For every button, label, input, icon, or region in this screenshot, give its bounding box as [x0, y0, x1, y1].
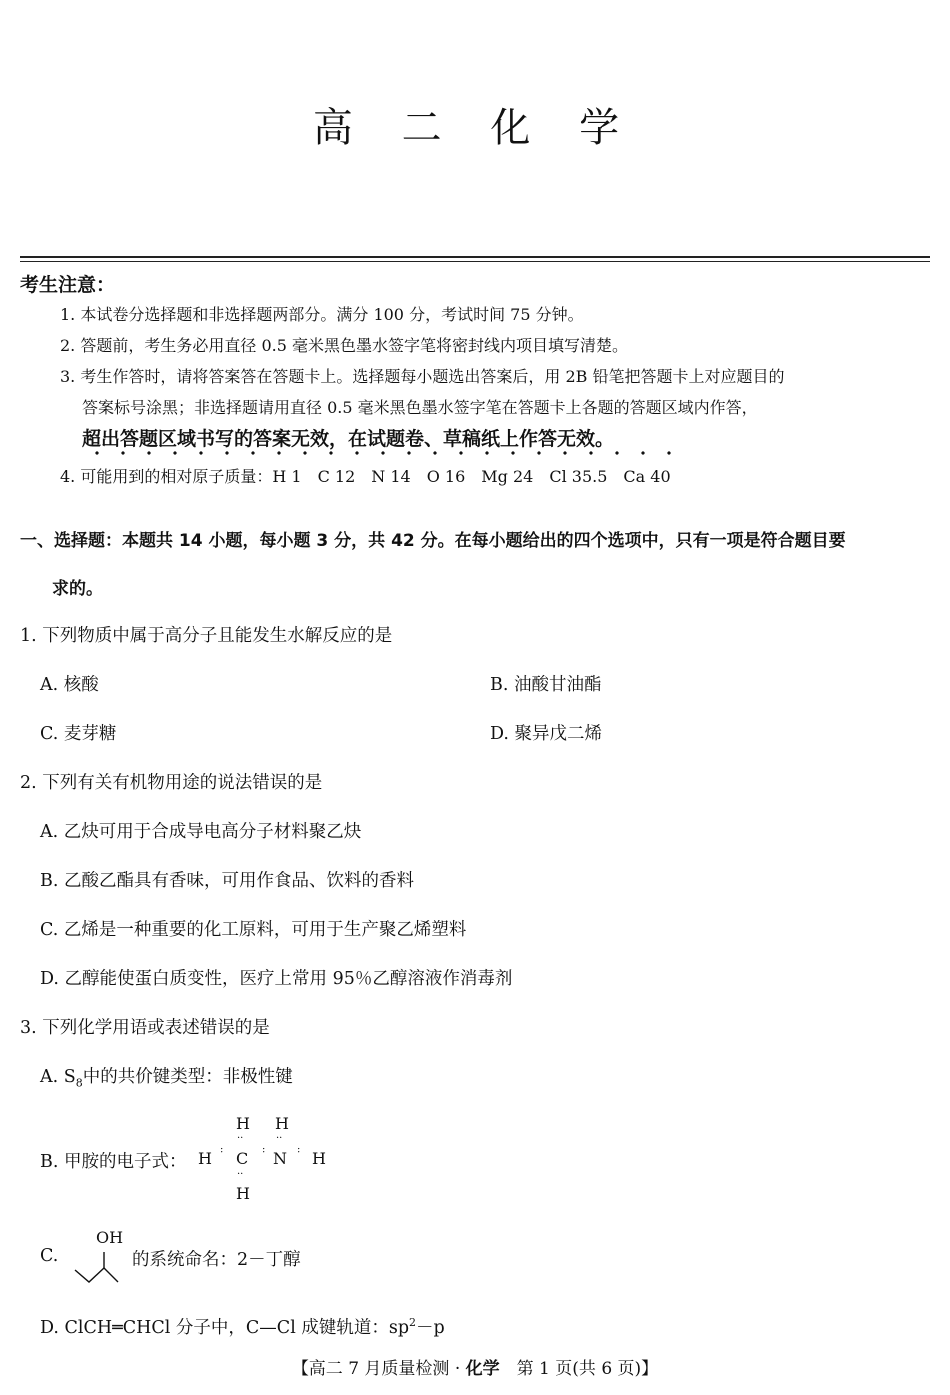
page-footer — [0, 1354, 950, 1379]
question-3-option-b: B. 甲胺的电子式： — [40, 1152, 187, 1172]
atom-n: N — [273, 1149, 287, 1168]
electron-pair-c-top: ·· — [237, 1133, 244, 1144]
header-rule-thin — [20, 261, 930, 262]
footer-exam-label: 【高二 7 月质量检测 · — [291, 1359, 466, 1379]
emphasis-dots — [84, 450, 684, 456]
footer-subject: 化学 — [465, 1359, 500, 1379]
hydroxyl-label: OH — [96, 1228, 124, 1247]
question-2-option-b: B. 乙酸乙酯具有香味，可用作食品、饮料的香料 — [40, 871, 414, 891]
question-1-option-c: C. 麦芽糖 — [40, 724, 117, 744]
double-bond: ═ — [112, 1318, 123, 1338]
atom-c: C — [236, 1149, 249, 1168]
question-1-option-b: B. 油酸甘油酯 — [490, 675, 602, 695]
question-3-option-c-label: C. — [40, 1246, 59, 1266]
question-3-option-c-text: 的系统命名：2－丁醇 — [132, 1250, 301, 1270]
atom-h-left: H — [198, 1149, 212, 1168]
electron-pair-c-bottom: ·· — [237, 1169, 244, 1180]
question-2-option-c: C. 乙烯是一种重要的化工原料，可用于生产聚乙烯塑料 — [40, 920, 467, 940]
notice-item-1: 1. 本试卷分选择题和非选择题两部分。满分 100 分，考试时间 75 分钟。 — [60, 305, 584, 324]
question-2-option-d: D. 乙醇能使蛋白质变性，医疗上常用 95％乙醇溶液作消毒剂 — [40, 969, 513, 989]
section-heading: 一、选择题：本题共 14 小题，每小题 3 分，共 42 分。在每小题给出的四个选项中，只有一项是符合题目要 — [20, 531, 846, 551]
electron-pair-n-h: ·· — [292, 1147, 303, 1154]
notice-heading: 考生注意： — [20, 274, 116, 296]
electron-pair-h-c: ·· — [215, 1147, 226, 1154]
notice-item-3-emphasis: 超出答题区域书写的答案无效，在试题卷、草稿纸上作答无效。 — [82, 428, 615, 450]
question-3-option-a — [40, 1063, 293, 1090]
section-heading-cont: 求的。 — [52, 579, 103, 599]
header-rule-thick — [20, 256, 930, 258]
notice-item-2: 2. 答题前，考生务必用直径 0.5 毫米黑色墨水签字笔将密封线内项目填写清楚。 — [60, 336, 628, 355]
notice-item-4: 4. 可能用到的相对原子质量：H 1 C 12 N 14 O 16 Mg 24 Cl 35.5 Ca 40 — [60, 467, 671, 486]
page-title: 高 二 化 学 — [312, 105, 638, 151]
option-d-prefix: D. ClCH — [40, 1318, 113, 1338]
notice-item-3-cont: 答案标号涂黑；非选择题请用直径 0.5 毫米黑色墨水签字笔在答题卡上各题的答题区域内作答， — [82, 398, 758, 417]
atom-h-top-n: H — [275, 1114, 289, 1133]
question-3-stem: 3. 下列化学用语或表述错误的是 — [20, 1018, 270, 1038]
butanol-skeleton-diagram — [72, 1252, 122, 1286]
question-1-option-a: A. 核酸 — [40, 675, 99, 695]
question-1-option-d: D. 聚异戊二烯 — [490, 724, 603, 744]
footer-page-number: 第 1 页(共 6 页)】 — [499, 1359, 659, 1379]
notice-item-3: 3. 考生作答时，请将答案答在答题卡上。选择题每小题选出答案后，用 2B 铅笔把答题卡上对应题目的 — [60, 367, 785, 386]
superscript-2: 2 — [409, 1316, 417, 1330]
atom-h-right: H — [312, 1149, 326, 1168]
option-a-text: 中的共价键类型：非极性键 — [82, 1067, 293, 1087]
question-3-option-d — [40, 1314, 445, 1339]
question-2-stem: 2. 下列有关有机物用途的说法错误的是 — [20, 773, 323, 793]
question-1-stem: 1. 下列物质中属于高分子且能发生水解反应的是 — [20, 626, 393, 646]
atom-h-top-c: H — [236, 1114, 250, 1133]
electron-pair-n-top: ·· — [276, 1133, 283, 1144]
subscript-8: 8 — [75, 1076, 83, 1090]
option-d-suffix: －p — [416, 1318, 445, 1338]
atom-h-bottom-c: H — [236, 1184, 250, 1203]
option-d-text: CHCl 分子中，C—Cl 成键轨道：sp — [122, 1318, 410, 1338]
question-2-option-a: A. 乙炔可用于合成导电高分子材料聚乙炔 — [40, 822, 362, 842]
option-a-prefix: A. S — [40, 1067, 76, 1087]
electron-pair-c-n: ·· — [257, 1147, 268, 1154]
